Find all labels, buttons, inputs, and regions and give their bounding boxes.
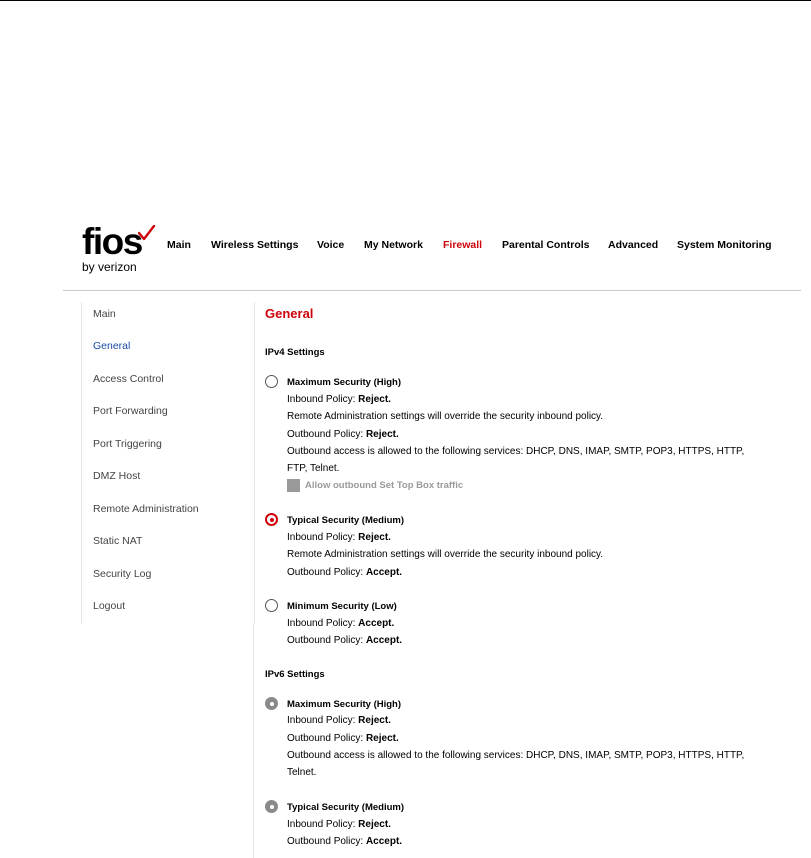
ipv4-settings-heading: IPv4 Settings: [265, 347, 325, 358]
ipv6-max-inbound: Inbound Policy: Reject.: [287, 715, 391, 726]
ipv6-max-services-1: Outbound access is allowed to the following services: DHCP, DNS, IMAP, SMTP, POP3, HTTPS, HTTP,: [287, 750, 745, 761]
ipv4-min-security-radio[interactable]: [265, 599, 278, 612]
nav-wireless-settings[interactable]: Wireless Settings: [211, 239, 299, 251]
ipv6-typical-inbound: Inbound Policy: Reject.: [287, 819, 391, 830]
ipv6-typical-outbound: Outbound Policy: Accept.: [287, 836, 403, 847]
sidebar-item-security-log[interactable]: Security Log: [93, 568, 152, 580]
content-divider: [253, 624, 254, 858]
ipv4-min-outbound: Outbound Policy: Accept.: [287, 635, 403, 646]
ipv4-typical-security-radio[interactable]: [265, 513, 278, 526]
ipv6-settings-heading: IPv6 Settings: [265, 669, 325, 680]
ipv6-typical-title: Typical Security (Medium): [287, 802, 405, 813]
ipv4-min-inbound: Inbound Policy: Accept.: [287, 618, 395, 629]
ipv6-max-security-radio[interactable]: [265, 697, 278, 710]
page-title: General: [265, 306, 314, 321]
fios-logo[interactable]: [82, 221, 142, 274]
set-top-box-label: Allow outbound Set Top Box traffic: [305, 480, 464, 491]
ipv4-typical-outbound: Outbound Policy: Accept.: [287, 567, 403, 578]
ipv4-typical-inbound: Inbound Policy: Reject.: [287, 532, 391, 543]
top-rule: [0, 0, 811, 1]
ipv4-max-services-2: FTP, Telnet.: [287, 463, 340, 474]
set-top-box-checkbox[interactable]: [287, 479, 300, 492]
ipv6-max-title: Maximum Security (High): [287, 699, 402, 710]
sidebar-item-logout[interactable]: Logout: [93, 600, 126, 612]
ipv6-max-services-2: Telnet.: [287, 767, 317, 778]
sidebar-item-remote-administration[interactable]: Remote Administration: [93, 503, 199, 515]
ipv4-typical-title: Typical Security (Medium): [287, 515, 405, 526]
sidebar-item-main[interactable]: Main: [93, 308, 116, 320]
sidebar-item-dmz-host[interactable]: DMZ Host: [93, 470, 141, 482]
ipv4-min-title: Minimum Security (Low): [287, 601, 397, 612]
sidebar-item-general[interactable]: General: [93, 340, 131, 352]
logo-sub: by verizon: [82, 260, 137, 274]
nav-firewall[interactable]: Firewall: [443, 239, 483, 251]
header-divider: [63, 290, 801, 291]
ipv4-max-title: Maximum Security (High): [287, 377, 402, 388]
sidebar-item-access-control[interactable]: Access Control: [93, 373, 164, 385]
sidebar-item-static-nat[interactable]: Static NAT: [93, 535, 143, 547]
nav-advanced[interactable]: Advanced: [608, 239, 659, 251]
nav-my-network[interactable]: My Network: [364, 239, 423, 251]
ipv6-max-outbound: Outbound Policy: Reject.: [287, 733, 399, 744]
ipv4-max-inbound: Inbound Policy: Reject.: [287, 394, 391, 405]
ipv4-max-note: Remote Administration settings will override the security inbound policy.: [287, 411, 604, 422]
nav-parental-controls[interactable]: Parental Controls: [502, 239, 590, 251]
sidebar-item-port-forwarding[interactable]: Port Forwarding: [93, 405, 168, 417]
sidebar: [81, 302, 255, 624]
checkmark-icon: [138, 225, 156, 241]
sidebar-item-port-triggering[interactable]: Port Triggering: [93, 438, 162, 450]
nav-main[interactable]: Main: [167, 239, 191, 251]
ipv6-typical-security-radio[interactable]: [265, 800, 278, 813]
nav-voice[interactable]: Voice: [317, 239, 345, 251]
ipv4-max-security-radio[interactable]: [265, 375, 278, 388]
ipv4-typical-note: Remote Administration settings will override the security inbound policy.: [287, 549, 604, 560]
nav-system-monitoring[interactable]: System Monitoring: [677, 239, 772, 251]
logo-text: fios: [82, 221, 142, 262]
ipv4-max-outbound: Outbound Policy: Reject.: [287, 429, 399, 440]
ipv4-max-services-1: Outbound access is allowed to the following services: DHCP, DNS, IMAP, SMTP, POP3, HTTPS, HTTP,: [287, 446, 745, 457]
